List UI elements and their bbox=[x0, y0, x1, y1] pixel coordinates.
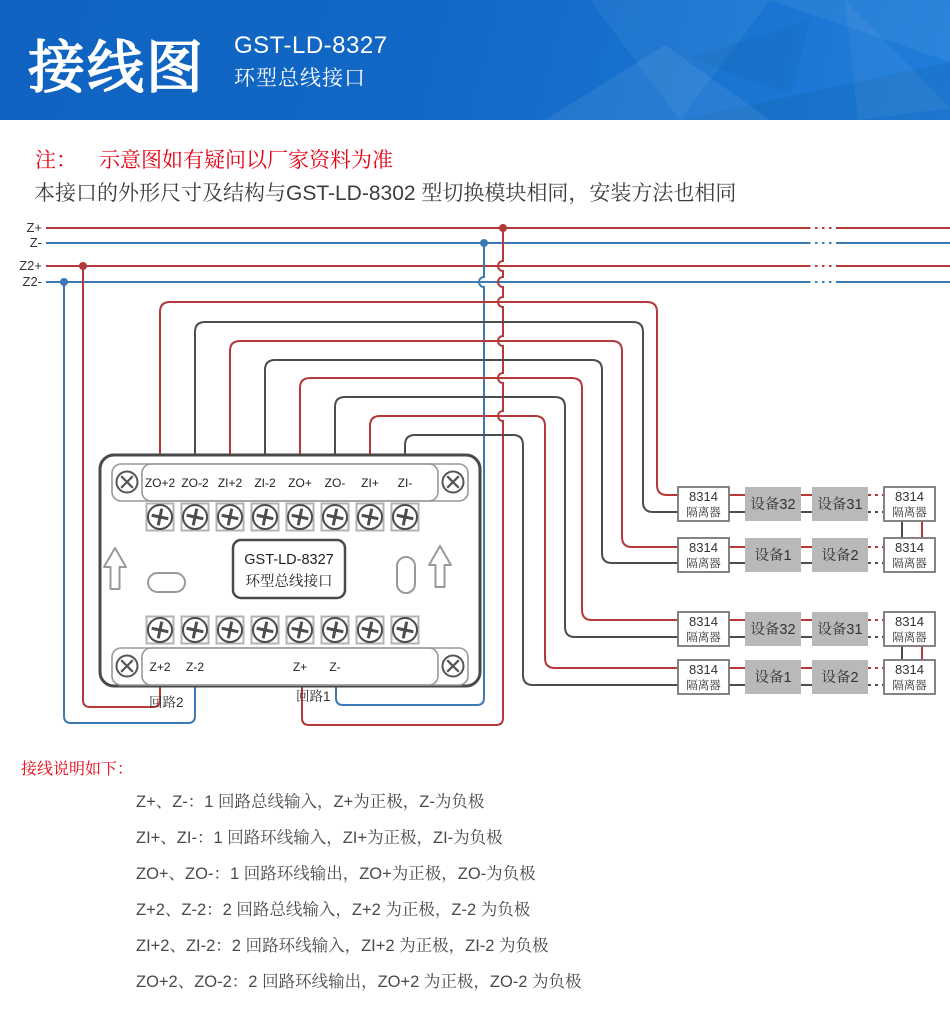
device-box bbox=[812, 487, 868, 521]
isolator-box bbox=[678, 538, 729, 572]
legend-line: Z+、Z-：1 回路总线输入，Z+为正极，Z-为负极 bbox=[136, 793, 485, 811]
isolator-box bbox=[678, 612, 729, 646]
terminal-label: ZO+2 bbox=[144, 476, 176, 490]
module-type-text: 环型总线接口 bbox=[245, 574, 333, 590]
terminal-label: Z+ bbox=[292, 660, 308, 674]
terminal-label: ZO- bbox=[324, 476, 346, 490]
svg-text:8314: 8314 bbox=[689, 614, 718, 629]
page-title: 接线图 bbox=[28, 36, 205, 100]
bus-junction-dots bbox=[60, 224, 507, 286]
svg-text:设备2: 设备2 bbox=[821, 548, 859, 564]
note-prefix: 注： bbox=[35, 149, 77, 172]
corner-screw-icon bbox=[117, 656, 138, 677]
svg-text:隔离器: 隔离器 bbox=[892, 632, 927, 644]
isolator-boxes bbox=[678, 487, 935, 694]
isolator-box bbox=[678, 660, 729, 694]
corner-screw-icon bbox=[443, 656, 464, 677]
legend-line: ZO+、ZO-：1 回路环线输出，ZO+为正极，ZO-为负极 bbox=[136, 865, 536, 883]
svg-text:隔离器: 隔离器 bbox=[892, 507, 927, 519]
svg-text:隔离器: 隔离器 bbox=[686, 632, 721, 644]
loop2-label: 回路2 bbox=[149, 695, 184, 710]
note-compatibility-line: 本接口的外形尺寸及结构与GST-LD-8302 型切换模块相同，安装方法也相同 bbox=[34, 182, 737, 205]
terminal-label: ZO+ bbox=[288, 476, 312, 490]
svg-text:设备2: 设备2 bbox=[821, 670, 859, 686]
bus-label-z-plus: Z+ bbox=[26, 220, 42, 235]
svg-text:8314: 8314 bbox=[895, 540, 924, 555]
svg-text:隔离器: 隔离器 bbox=[892, 558, 927, 570]
terminal-label: Z- bbox=[329, 660, 341, 674]
svg-text:8314: 8314 bbox=[895, 614, 924, 629]
note-warning-line bbox=[35, 144, 393, 174]
module-model-text: GST-LD-8327 bbox=[244, 552, 334, 568]
module-nameplate bbox=[233, 540, 345, 598]
legend-line: Z+2、Z-2：2 回路总线输入，Z+2 为正极，Z-2 为负极 bbox=[136, 901, 531, 919]
svg-text:设备1: 设备1 bbox=[754, 548, 792, 564]
terminal-label: ZI+2 bbox=[217, 476, 243, 490]
isolator-box bbox=[884, 538, 935, 572]
loop1-label: 回路1 bbox=[296, 689, 331, 704]
legend-title: 接线说明如下： bbox=[21, 761, 134, 778]
device-box bbox=[745, 487, 801, 521]
module-body bbox=[100, 455, 480, 686]
header-model-number: GST-LD-8327 bbox=[234, 32, 388, 59]
terminal-label: Z+2 bbox=[149, 660, 171, 674]
bus-labels bbox=[19, 220, 42, 289]
svg-text:8314: 8314 bbox=[895, 489, 924, 504]
legend-line: ZI+2、ZI-2：2 回路环线输入，ZI+2 为正极，ZI-2 为负极 bbox=[136, 937, 549, 955]
svg-text:隔离器: 隔离器 bbox=[892, 680, 927, 692]
svg-text:8314: 8314 bbox=[689, 662, 718, 677]
corner-screw-icon bbox=[117, 472, 138, 493]
device-chain-wires bbox=[729, 495, 922, 685]
svg-text:设备31: 设备31 bbox=[817, 622, 863, 638]
svg-text:设备32: 设备32 bbox=[750, 622, 796, 638]
terminal-label: ZI- bbox=[397, 476, 413, 490]
svg-text:8314: 8314 bbox=[689, 540, 718, 555]
svg-text:设备31: 设备31 bbox=[817, 497, 863, 513]
terminal-label: ZI+ bbox=[361, 476, 379, 490]
bus-lines bbox=[46, 228, 950, 282]
isolator-box bbox=[884, 487, 935, 521]
header-subtitle: 环型总线接口 bbox=[234, 67, 366, 90]
terminal-label: Z-2 bbox=[186, 660, 204, 674]
isolator-box bbox=[884, 612, 935, 646]
device-box bbox=[812, 538, 868, 572]
device-boxes bbox=[745, 487, 868, 694]
legend-line: ZO+2、ZO-2：2 回路环线输出，ZO+2 为正极，ZO-2 为负极 bbox=[136, 973, 582, 991]
device-box bbox=[812, 660, 868, 694]
bus-label-z2-plus: Z2+ bbox=[19, 258, 42, 273]
bus-label-z-minus: Z- bbox=[29, 235, 42, 250]
isolator-box bbox=[884, 660, 935, 694]
svg-text:设备32: 设备32 bbox=[750, 497, 796, 513]
device-box bbox=[745, 660, 801, 694]
svg-text:设备1: 设备1 bbox=[754, 670, 792, 686]
svg-text:隔离器: 隔离器 bbox=[686, 680, 721, 692]
header-banner bbox=[0, 0, 950, 120]
svg-text:隔离器: 隔离器 bbox=[686, 558, 721, 570]
terminal-label: ZO-2 bbox=[181, 476, 209, 490]
isolator-box bbox=[678, 487, 729, 521]
corner-screw-icon bbox=[443, 472, 464, 493]
svg-text:8314: 8314 bbox=[689, 489, 718, 504]
device-box bbox=[745, 538, 801, 572]
wiring-diagram bbox=[0, 215, 950, 750]
legend-line: ZI+、ZI-：1 回路环线输入，ZI+为正极，ZI-为负极 bbox=[136, 829, 503, 847]
device-box bbox=[745, 612, 801, 646]
terminal-label: ZI-2 bbox=[254, 476, 276, 490]
svg-text:隔离器: 隔离器 bbox=[686, 507, 721, 519]
note-warning-text: 示意图如有疑问以厂家资料为准 bbox=[99, 149, 393, 172]
device-box bbox=[812, 612, 868, 646]
svg-text:8314: 8314 bbox=[895, 662, 924, 677]
bus-label-z2-minus: Z2- bbox=[22, 274, 42, 289]
